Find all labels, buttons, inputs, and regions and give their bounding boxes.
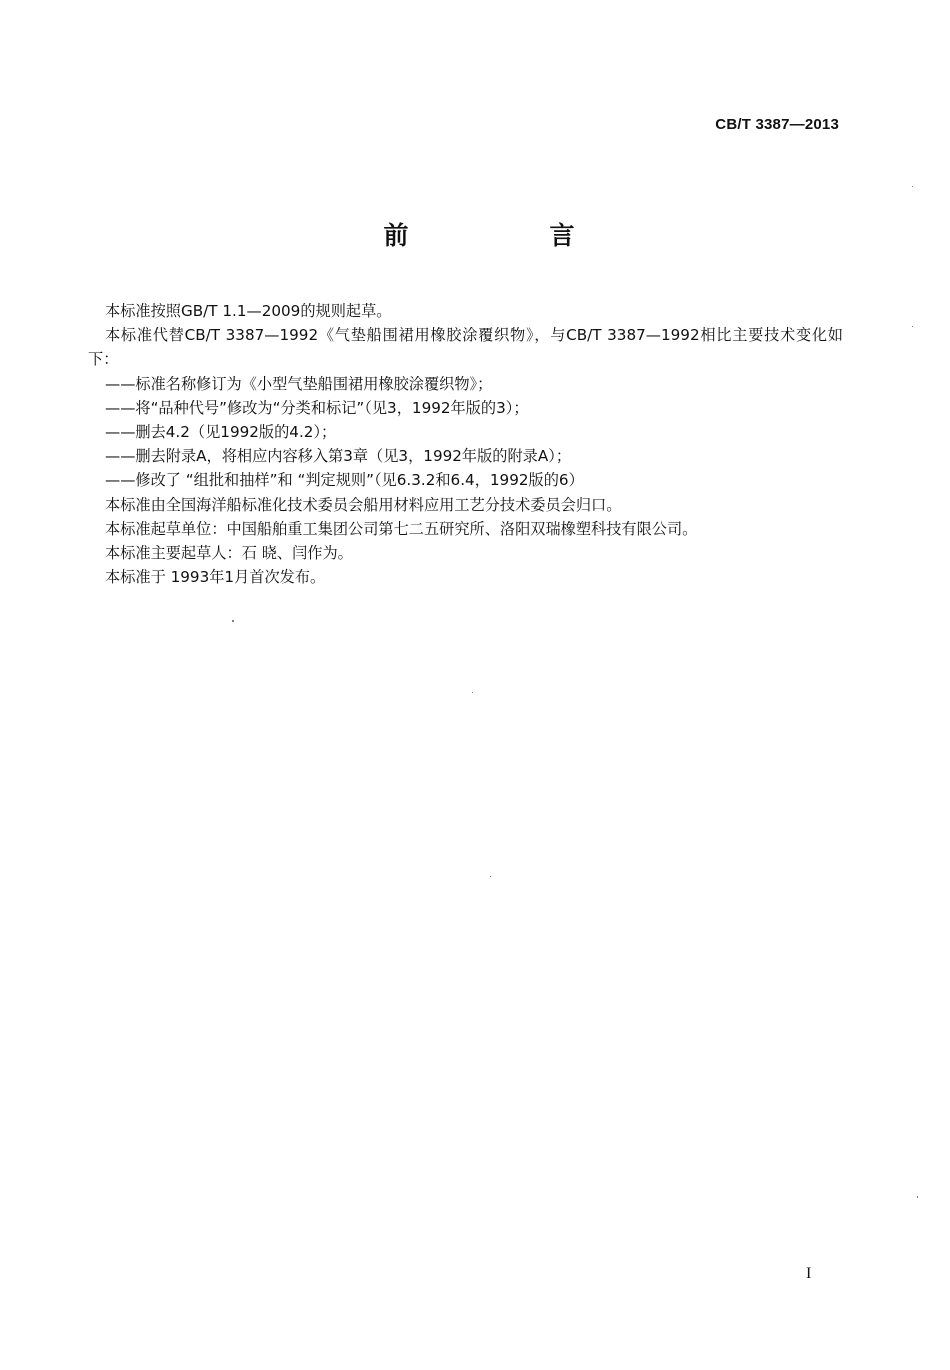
- paragraph-first-release: 本标准于 1993年1月首次发布。: [105, 568, 326, 587]
- foreword-body: [88, 299, 843, 589]
- change-item: ——删去4.2（见1992版的4.2）；: [105, 423, 337, 442]
- scan-speck: [490, 876, 491, 877]
- page-title: 前 言: [383, 221, 633, 250]
- scan-speck: [917, 1196, 918, 1198]
- paragraph-replacement: 本标准代替CB/T 3387—1992《气垫船围裙用橡胶涂覆织物》，与CB/T 3387—1992相比主要技术变化如下：: [88, 326, 843, 369]
- change-item: ——删去附录A，将相应内容移入第3章（见3，1992年版的附录A）；: [105, 447, 572, 466]
- scan-speck: [232, 620, 234, 622]
- paragraph-drafters: 本标准主要起草人：石 晓、闫作为。: [105, 544, 353, 563]
- paragraph-committee: 本标准由全国海洋船标准化技术委员会船用材料应用工艺分技术委员会归口。: [105, 495, 622, 514]
- standard-code: CB/T 3387—2013: [715, 116, 839, 133]
- scan-speck: [912, 326, 913, 327]
- paragraph-drafting-units: 本标准起草单位：中国船舶重工集团公司第七二五研究所、洛阳双瑞橡塑科技有限公司。: [105, 519, 698, 538]
- paragraph-drafting-rule: 本标准按照GB/T 1.1—2009的规则起草。: [105, 302, 392, 320]
- change-item: ——标准名称修订为《小型气垫船围裙用橡胶涂覆织物》；: [105, 374, 493, 393]
- scan-speck: [472, 692, 473, 693]
- change-item: ——将“品种代号”修改为“分类和标记”（见3，1992年版的3）；: [105, 398, 529, 417]
- change-item: ——修改了 “组批和抽样”和 “判定规则”（见6.3.2和6.4，1992版的6）: [105, 471, 584, 490]
- page-number: I: [806, 1265, 812, 1282]
- scan-speck: [912, 186, 913, 187]
